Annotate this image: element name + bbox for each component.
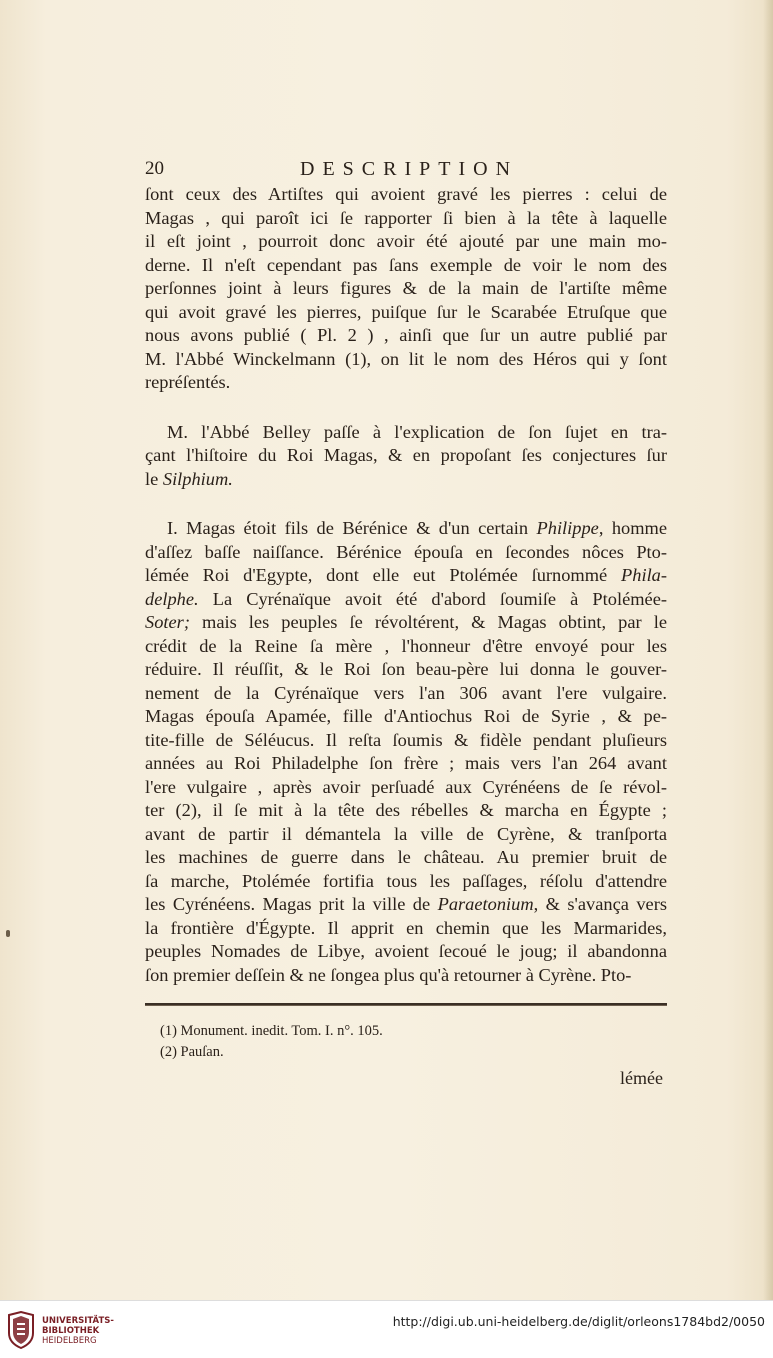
text-segment: ſa marche, Ptolémée fortifia tous les paſſages, réſolu d'attendre bbox=[145, 870, 667, 891]
text-segment: l'ere vulgaire , après avoir perſuadé aux Cyrénéens de ſe révol- bbox=[145, 776, 667, 797]
library-name-line3: HEIDELBERG bbox=[42, 1336, 97, 1346]
text-segment: ſon premier deſſein & ne ſongea plus qu'à retourner à Cyrène. Pto- bbox=[145, 964, 632, 985]
italic-text: Phila- bbox=[621, 565, 667, 585]
text-segment: réduire. Il réuſſit, & le Roi ſon beau-père lui donna le gouver- bbox=[145, 659, 667, 679]
text-line bbox=[145, 682, 667, 706]
text-segment: nous avons publié ( Pl. 2 ) , ainſi que ſur un autre publié par bbox=[145, 325, 667, 345]
italic-text: Philippe bbox=[536, 518, 599, 538]
footnotes bbox=[160, 1021, 383, 1063]
text-line bbox=[145, 517, 667, 541]
permalink-url[interactable]: http://digi.ub.uni-heidelberg.de/diglit/orleons1784bd2/0050 bbox=[392, 1314, 765, 1329]
text-line bbox=[145, 254, 667, 278]
text-line bbox=[145, 658, 667, 682]
italic-text: Silphium. bbox=[162, 468, 233, 489]
text-segment: qui avoit gravé les pierres, puiſque ſur le Scarabée Etruſque que bbox=[145, 301, 667, 322]
text-line bbox=[145, 964, 667, 988]
text-segment: les Cyrénéens. Magas prit la ville de bbox=[145, 894, 438, 914]
text-line bbox=[145, 324, 667, 348]
text-segment: peuples Nomades de Libye, avoient ſecoué le joug; il abandonna bbox=[145, 941, 667, 961]
footnote-1: (1) Monument. inedit. Tom. I. n°. 105. bbox=[160, 1023, 383, 1039]
footnote-rule bbox=[145, 1003, 667, 1006]
text-segment: les machines de guerre dans le château. Au premier bruit de bbox=[145, 847, 667, 867]
text-segment: Magas , qui paroît ici ſe rapporter ſi bien à la tête à laquelle bbox=[145, 207, 667, 228]
text-segment: mais les peuples ſe révoltérent, & Magas obtint, par le bbox=[189, 612, 667, 632]
text-line bbox=[145, 183, 667, 207]
catchword: lémée bbox=[620, 1068, 663, 1088]
text-segment: perſonnes joint à leurs figures & de la main de l'artiſte même bbox=[145, 278, 667, 298]
text-line bbox=[145, 705, 667, 729]
text-segment: çant l'hiſtoire du Roi Magas, & en propoſant ſes conjectures ſur bbox=[145, 445, 667, 465]
text-line bbox=[145, 421, 667, 445]
body-text bbox=[145, 183, 667, 987]
text-segment: il eſt joint , pourroit donc avoir été ajouté par une main mo- bbox=[145, 231, 667, 251]
text-segment: tite-fille de Séléucus. Il reſta ſoumis & fidèle pendant pluſieurs bbox=[145, 729, 667, 750]
library-name bbox=[42, 1316, 114, 1346]
text-segment: ſont ceux des Artiſtes qui avoient gravé les pierres : celui de bbox=[145, 184, 667, 204]
text-line bbox=[145, 752, 667, 776]
italic-text: Paraetonium bbox=[437, 894, 534, 914]
text-line bbox=[145, 940, 667, 964]
text-segment: nement de la Cyrénaïque vers l'an 306 avant l'ere vulgaire. bbox=[145, 682, 667, 703]
text-line bbox=[145, 541, 667, 565]
text-segment: avant de partir il démantela la ville de Cyrène, & tranſporta bbox=[145, 823, 667, 844]
text-line bbox=[145, 893, 667, 917]
university-library-logo-icon bbox=[7, 1311, 35, 1349]
text-line bbox=[145, 729, 667, 753]
text-line bbox=[145, 277, 667, 301]
paragraph bbox=[145, 421, 667, 492]
text-line bbox=[145, 635, 667, 659]
italic-text: Soter; bbox=[145, 612, 190, 632]
paragraph bbox=[145, 517, 667, 987]
italic-text: delphe. bbox=[145, 588, 199, 609]
text-segment: I. Magas étoit fils de Bérénice & d'un certain bbox=[167, 518, 537, 538]
text-segment: M. l'Abbé Belley paſſe à l'explication de ſon ſujet en tra- bbox=[167, 421, 667, 442]
text-line bbox=[145, 846, 667, 870]
text-segment: la frontière d'Égypte. Il apprit en chemin que les Marmarides, bbox=[145, 917, 667, 938]
text-segment: M. l'Abbé Winckelmann (1), on lit le nom des Héros qui y ſont bbox=[145, 348, 667, 369]
text-line bbox=[145, 917, 667, 941]
footnote-2: (2) Pauſan. bbox=[160, 1044, 224, 1060]
library-name-line2: BIBLIOTHEK bbox=[42, 1326, 100, 1336]
text-line bbox=[145, 468, 667, 492]
paragraph bbox=[145, 183, 667, 395]
text-line bbox=[145, 371, 667, 395]
text-segment: lémée Roi d'Egypte, dont elle eut Ptolémée ſurnommé bbox=[145, 565, 622, 585]
text-segment: ter (2), il ſe mit à la tête des rébelles & marcha en Égypte ; bbox=[145, 800, 667, 820]
text-segment: le bbox=[145, 468, 163, 489]
text-line bbox=[145, 588, 667, 612]
text-line bbox=[145, 444, 667, 468]
text-segment: d'aſſez baſſe naiſſance. Bérénice épouſa en ſecondes nôces Pto- bbox=[145, 541, 667, 562]
text-line bbox=[145, 564, 667, 588]
text-line bbox=[145, 207, 667, 231]
paragraph-gap bbox=[145, 491, 667, 517]
scan-edge-shadow bbox=[763, 0, 773, 1300]
text-segment: repréſentés. bbox=[145, 372, 231, 392]
page-number: 20 bbox=[145, 158, 164, 179]
text-line bbox=[145, 611, 667, 635]
text-line bbox=[145, 870, 667, 894]
text-segment: crédit de la Reine ſa mère , l'honneur d'être envoyé pour les bbox=[145, 635, 667, 656]
text-line bbox=[145, 230, 667, 254]
text-segment: Magas épouſa Apamée, fille d'Antiochus Roi de Syrie , & pe- bbox=[145, 706, 667, 726]
text-line bbox=[145, 823, 667, 847]
text-line bbox=[145, 301, 667, 325]
text-segment: , & s'avança vers bbox=[533, 894, 667, 914]
text-segment: La Cyrénaïque avoit été d'abord ſoumiſe à Ptolémée- bbox=[198, 588, 667, 609]
library-footer bbox=[0, 1300, 773, 1358]
text-line bbox=[145, 348, 667, 372]
paragraph-gap bbox=[145, 395, 667, 421]
text-line bbox=[145, 799, 667, 823]
ink-speck bbox=[6, 930, 10, 937]
text-segment: , homme bbox=[598, 518, 667, 538]
running-title: DESCRIPTION bbox=[300, 158, 519, 180]
text-line bbox=[145, 776, 667, 800]
text-segment: derne. Il n'eſt cependant pas ſans exemple de voir le nom des bbox=[145, 254, 667, 275]
library-name-line1: UNIVERSITÄTS- bbox=[42, 1316, 114, 1326]
text-segment: années au Roi Philadelphe ſon frère ; mais vers l'an 264 avant bbox=[145, 753, 667, 773]
